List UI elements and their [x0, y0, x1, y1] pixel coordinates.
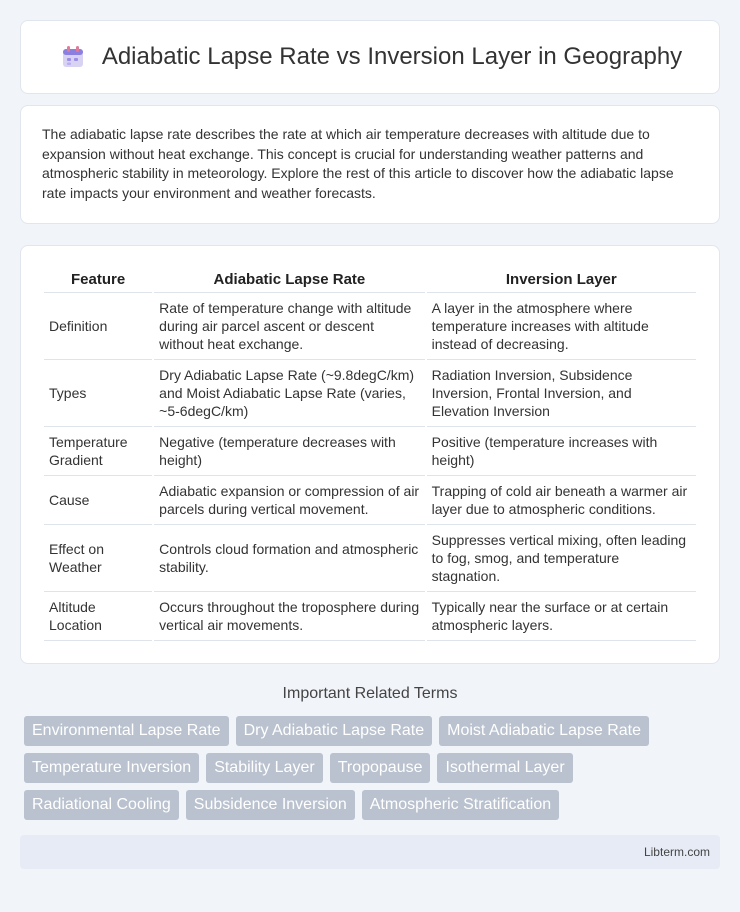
row-feature: Temperature Gradient	[44, 427, 152, 476]
footer	[20, 835, 720, 869]
row-inversion: A layer in the atmosphere where temperature increases with altitude instead of decreasing.	[427, 293, 696, 360]
table-row	[44, 427, 696, 476]
footer-brand-link[interactable]: Libterm.com	[643, 845, 710, 859]
page-title: Adiabatic Lapse Rate vs Inversion Layer in Geography	[101, 43, 683, 70]
related-term-tag[interactable]: Atmospheric Stratification	[362, 790, 559, 820]
table-row	[44, 360, 696, 427]
header-feature: Feature	[44, 265, 152, 293]
related-term-tag[interactable]: Stability Layer	[206, 753, 323, 783]
row-feature: Cause	[44, 476, 152, 525]
comparison-table	[42, 265, 698, 641]
table-row	[44, 525, 696, 592]
row-adiabatic: Negative (temperature decreases with height)	[154, 427, 424, 476]
related-term-tag[interactable]: Dry Adiabatic Lapse Rate	[236, 716, 433, 746]
row-inversion: Positive (temperature increases with height)	[427, 427, 696, 476]
row-adiabatic: Adiabatic expansion or compression of air parcels during vertical movement.	[154, 476, 424, 525]
row-feature: Effect on Weather	[44, 525, 152, 592]
related-term-tag[interactable]: Radiational Cooling	[24, 790, 179, 820]
row-inversion: Suppresses vertical mixing, often leading to fog, smog, and temperature stagnation.	[427, 525, 696, 592]
intro-card	[20, 105, 720, 224]
calendar-icon	[58, 42, 88, 72]
row-feature: Types	[44, 360, 152, 427]
related-terms-tags	[20, 716, 720, 820]
related-term-tag[interactable]: Isothermal Layer	[437, 753, 572, 783]
related-term-tag[interactable]: Tropopause	[330, 753, 431, 783]
related-term-tag[interactable]: Moist Adiabatic Lapse Rate	[439, 716, 649, 746]
row-inversion: Trapping of cold air beneath a warmer air layer due to atmospheric conditions.	[427, 476, 696, 525]
table-row	[44, 476, 696, 525]
row-feature: Definition	[44, 293, 152, 360]
row-adiabatic: Controls cloud formation and atmospheric stability.	[154, 525, 424, 592]
row-inversion: Typically near the surface or at certain atmospheric layers.	[427, 592, 696, 641]
header-adiabatic: Adiabatic Lapse Rate	[154, 265, 424, 293]
row-adiabatic: Dry Adiabatic Lapse Rate (~9.8degC/km) and Moist Adiabatic Lapse Rate (varies, ~5-6degC/km)	[154, 360, 424, 427]
row-adiabatic: Occurs throughout the troposphere during vertical air movements.	[154, 592, 424, 641]
row-adiabatic: Rate of temperature change with altitude during air parcel ascent or descent without heat exchange.	[154, 293, 424, 360]
comparison-table-card	[20, 245, 720, 664]
related-term-tag[interactable]: Subsidence Inversion	[186, 790, 355, 820]
related-term-tag[interactable]: Temperature Inversion	[24, 753, 199, 783]
header-inversion: Inversion Layer	[427, 265, 696, 293]
row-inversion: Radiation Inversion, Subsidence Inversion, Frontal Inversion, and Elevation Inversion	[427, 360, 696, 427]
related-term-tag[interactable]: Environmental Lapse Rate	[24, 716, 229, 746]
related-terms-section	[20, 685, 720, 820]
table-row	[44, 592, 696, 641]
title-card	[20, 20, 720, 94]
table-row	[44, 293, 696, 360]
intro-text: The adiabatic lapse rate describes the rate at which air temperature decreases with altitude due to expansion without heat exchange. This concept is crucial for understanding weather patterns and atmospheric stability in meteorology. Explore the rest of this article to discover how the adiabatic lapse rate impacts your environment and weather forecasts.	[42, 126, 674, 201]
row-feature: Altitude Location	[44, 592, 152, 641]
table-header-row	[44, 265, 696, 293]
related-terms-title: Important Related Terms	[282, 685, 458, 702]
